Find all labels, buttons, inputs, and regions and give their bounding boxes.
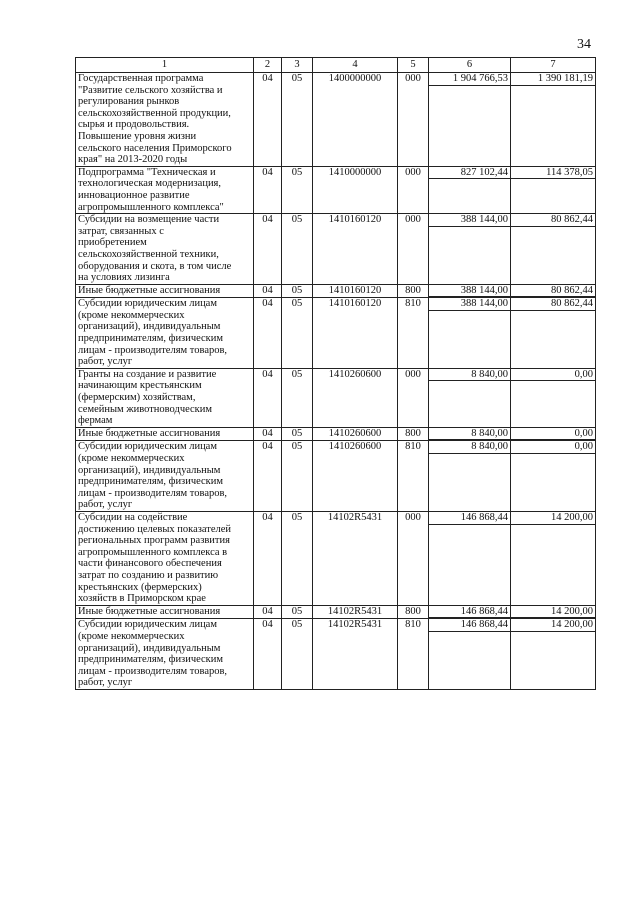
table-row [76,284,596,298]
row-name [76,605,254,619]
row-name-line: регулирования рынков [78,96,180,108]
row-name-line: лицам - производителям товаров, [78,487,228,499]
amount-col-6 [429,73,511,167]
row-name-line: сельскохозяйственной техники, [78,248,219,260]
amount-col-6 [429,166,511,213]
row-name [76,511,254,605]
amount-col-7 [511,619,596,690]
amount-col-6-value: 8 840,00 [429,441,510,454]
row-name [76,441,254,512]
amount-col-7 [511,166,596,213]
row-name-line: Иные бюджетные ассигнования [78,427,221,439]
target-article-code: 1410160120 [313,298,398,369]
row-name-line: фермам [78,415,113,427]
row-name-line: технологическая модернизация, [78,178,222,190]
amount-col-6 [429,298,511,369]
row-name-line: затрат по созданию и развитию [78,569,219,581]
row-name-line: предпринимателям, физическим [78,333,224,345]
subsection-code: 05 [282,427,313,441]
section-code: 04 [254,284,282,298]
row-name-line: начинающим крестьянским [78,380,202,392]
amount-col-7 [511,427,596,441]
row-name [76,427,254,441]
amount-col-7-value: 80 862,44 [511,285,595,298]
row-name-line: Повышение уровня жизни [78,130,197,142]
row-name [76,214,254,285]
amount-col-6-value: 388 144,00 [429,285,510,298]
expense-type-code: 800 [398,284,429,298]
row-name-line: инновационное развитие [78,189,190,201]
row-name-line: Субсидии юридическим лицам [78,298,217,310]
amount-col-7-value: 14 200,00 [511,512,595,525]
row-name-line: Иные бюджетные ассигнования [78,284,221,296]
amount-col-6 [429,368,511,427]
row-name-line: Субсидии юридическим лицам [78,441,217,453]
table-row [76,605,596,619]
amount-col-6 [429,619,511,690]
section-code: 04 [254,511,282,605]
subsection-code: 05 [282,73,313,167]
expense-type-code: 800 [398,427,429,441]
target-article-code: 14102R5431 [313,605,398,619]
row-name-line: семейным животноводческим [78,403,213,415]
row-name-line: организаций), индивидуальным [78,642,221,654]
amount-col-6 [429,427,511,441]
row-name-line: работ, услуг [78,356,133,368]
row-name-line: Гранты на создание и развитие [78,368,217,380]
amount-col-7-value: 0,00 [511,428,595,441]
row-name-line: (кроме некоммерческих [78,630,185,642]
amount-col-6 [429,441,511,512]
row-name-line: агропромышленного комплекса" [78,201,224,213]
table-row [76,73,596,167]
amount-col-6-value: 146 868,44 [429,606,510,619]
section-code: 04 [254,73,282,167]
page-number: 34 [577,37,591,52]
amount-col-6-value: 8 840,00 [429,428,510,441]
row-name-line: агропромышленного комплекса в [78,546,228,558]
amount-col-7 [511,284,596,298]
amount-col-6-value: 388 144,00 [429,298,510,311]
row-name-line: организаций), индивидуальным [78,464,221,476]
subsection-code: 05 [282,214,313,285]
expense-type-code: 800 [398,605,429,619]
subsection-code: 05 [282,368,313,427]
table-row [76,619,596,690]
target-article-code: 14102R5431 [313,511,398,605]
amount-col-6 [429,605,511,619]
amount-col-7 [511,605,596,619]
expense-type-code: 000 [398,368,429,427]
row-name-line: хозяйств в Приморском крае [78,593,206,605]
amount-col-6-value: 146 868,44 [429,619,510,632]
table-row [76,368,596,427]
target-article-code: 1410260600 [313,368,398,427]
amount-col-7-value: 14 200,00 [511,606,595,619]
target-article-code: 1410260600 [313,441,398,512]
amount-col-7 [511,214,596,285]
row-name-line: затрат, связанных с [78,225,164,237]
expense-type-code: 810 [398,298,429,369]
row-name-line: Субсидии на содействие [78,511,188,523]
expense-type-code: 000 [398,214,429,285]
amount-col-6-value: 146 868,44 [429,512,510,525]
row-name [76,619,254,690]
target-article-code: 1410160120 [313,284,398,298]
subsection-code: 05 [282,619,313,690]
header-cell: 7 [511,58,596,73]
target-article-code: 1410160120 [313,214,398,285]
amount-col-7 [511,73,596,167]
subsection-code: 05 [282,298,313,369]
amount-col-7-value: 80 862,44 [511,298,595,311]
expense-type-code: 810 [398,441,429,512]
row-name-line: на условиях лизинга [78,272,170,284]
amount-col-6-value: 388 144,00 [429,214,510,227]
row-name [76,368,254,427]
amount-col-7 [511,511,596,605]
row-name-line: сырья и продовольствия. [78,119,190,131]
target-article-code: 1410000000 [313,166,398,213]
table-row [76,427,596,441]
amount-col-6-value: 827 102,44 [429,167,510,180]
amount-col-6 [429,511,511,605]
section-code: 04 [254,605,282,619]
subsection-code: 05 [282,441,313,512]
table-row [76,441,596,512]
row-name-line: работ, услуг [78,499,133,511]
table-row [76,214,596,285]
section-code: 04 [254,427,282,441]
expense-type-code: 000 [398,73,429,167]
row-name-line: (кроме некоммерческих [78,309,185,321]
header-cell: 3 [282,58,313,73]
amount-col-6 [429,214,511,285]
row-name-line: приобретением [78,237,147,249]
amount-col-7 [511,441,596,512]
subsection-code: 05 [282,284,313,298]
row-name [76,73,254,167]
target-article-code: 1400000000 [313,73,398,167]
row-name-line: (кроме некоммерческих [78,453,185,464]
section-code: 04 [254,298,282,369]
row-name-line: работ, услуг [78,677,133,689]
subsection-code: 05 [282,605,313,619]
amount-col-7-value: 1 390 181,19 [511,73,595,86]
amount-col-6-value: 1 904 766,53 [429,73,510,86]
row-name-line: крестьянских (фермерских) [78,581,202,593]
amount-col-6-value: 8 840,00 [429,369,510,382]
budget-table [75,57,596,690]
row-name-line: Государственная программа [78,73,204,84]
row-name-line: сельского населения Приморского [78,142,232,154]
amount-col-7-value: 0,00 [511,369,595,382]
row-name [76,298,254,369]
row-name-line: организаций), индивидуальным [78,321,221,333]
row-name-line: Подпрограмма "Техническая и [78,166,216,178]
amount-col-7-value: 114 378,05 [511,167,595,180]
amount-col-7-value: 0,00 [511,441,595,454]
header-row [76,58,596,73]
expense-type-code: 810 [398,619,429,690]
row-name-line: края" на 2013-2020 годы [78,154,188,166]
header-cell: 1 [76,58,254,73]
row-name-line: предпринимателям, физическим [78,476,224,488]
row-name-line: Иные бюджетные ассигнования [78,605,221,617]
header-cell: 4 [313,58,398,73]
row-name-line: оборудования и скота, в том числе [78,260,232,272]
row-name-line: Субсидии юридическим лицам [78,619,217,631]
row-name-line: региональных программ развития [78,535,230,547]
amount-col-7 [511,298,596,369]
header-cell: 5 [398,58,429,73]
row-name-line: предпринимателям, физическим [78,654,224,666]
row-name-line: достижению целевых показателей [78,523,232,535]
row-name-line: (фермерским) хозяйствам, [78,392,196,404]
section-code: 04 [254,166,282,213]
amount-col-7-value: 80 862,44 [511,214,595,227]
subsection-code: 05 [282,511,313,605]
section-code: 04 [254,368,282,427]
table-row [76,298,596,369]
row-name [76,166,254,213]
expense-type-code: 000 [398,166,429,213]
header-cell: 6 [429,58,511,73]
section-code: 04 [254,619,282,690]
expense-type-code: 000 [398,511,429,605]
target-article-code: 14102R5431 [313,619,398,690]
amount-col-6 [429,284,511,298]
section-code: 04 [254,441,282,512]
table-row [76,511,596,605]
section-code: 04 [254,214,282,285]
amount-col-7-value: 14 200,00 [511,619,595,632]
subsection-code: 05 [282,166,313,213]
row-name-line: лицам - производителям товаров, [78,665,228,677]
amount-col-7 [511,368,596,427]
row-name-line: лицам - производителям товаров, [78,344,228,356]
table-row [76,166,596,213]
row-name-line: "Развитие сельского хозяйства и [78,84,223,96]
target-article-code: 1410260600 [313,427,398,441]
row-name-line: сельскохозяйственной продукции, [78,107,231,119]
row-name-line: Субсидии на возмещение части [78,214,220,226]
row-name [76,284,254,298]
header-cell: 2 [254,58,282,73]
row-name-line: части финансового обеспечения [78,558,222,570]
